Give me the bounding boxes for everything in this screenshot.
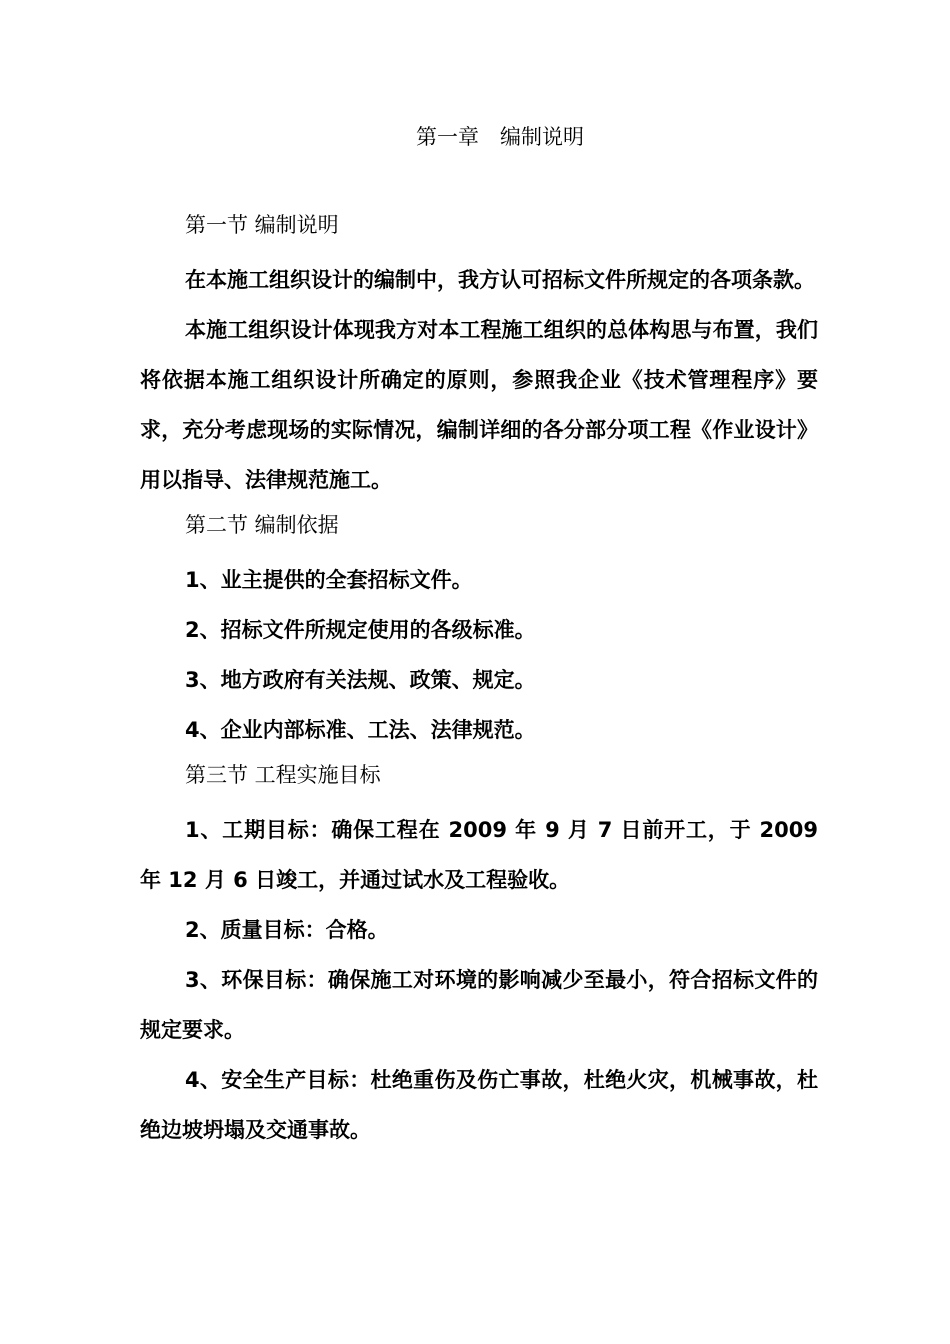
list-item: 3、地方政府有关法规、政策、规定。 <box>185 668 536 692</box>
section-heading-1: 第一节 编制说明 <box>185 213 339 237</box>
chapter-title: 第一章 编制说明 <box>416 125 584 149</box>
section-heading-3: 第三节 工程实施目标 <box>185 763 381 787</box>
paragraph: 在本施工组织设计的编制中，我方认可招标文件所规定的各项条款。 <box>185 268 815 292</box>
list-item: 1、业主提供的全套招标文件。 <box>185 568 473 592</box>
list-item: 2、招标文件所规定使用的各级标准。 <box>185 618 536 642</box>
paragraph: 本施工组织设计体现我方对本工程施工组织的总体构思与布置，我们将依据本施工组织设计所确定的原则，参照我企业《技术管理程序》要求，充分考虑现场的实际情况，编制详细的各分部分项工程《作业设计》用以指导、法律规范施工。 <box>140 318 818 492</box>
section-heading-2: 第二节 编制依据 <box>185 513 339 537</box>
list-item: 4、企业内部标准、工法、法律规范。 <box>185 718 536 742</box>
list-item: 1、工期目标：确保工程在 2009 年 9 月 7 日前开工，于 2009 年 12 月 6 日竣工，并通过试水及工程验收。 <box>140 818 818 892</box>
list-item: 3、环保目标：确保施工对环境的影响减少至最小，符合招标文件的规定要求。 <box>140 968 818 1042</box>
document-body <box>140 205 818 1155</box>
list-item: 4、安全生产目标：杜绝重伤及伤亡事故，杜绝火灾，机械事故，杜绝边坡坍塌及交通事故。 <box>140 1068 818 1142</box>
list-item: 2、质量目标：合格。 <box>185 918 389 942</box>
